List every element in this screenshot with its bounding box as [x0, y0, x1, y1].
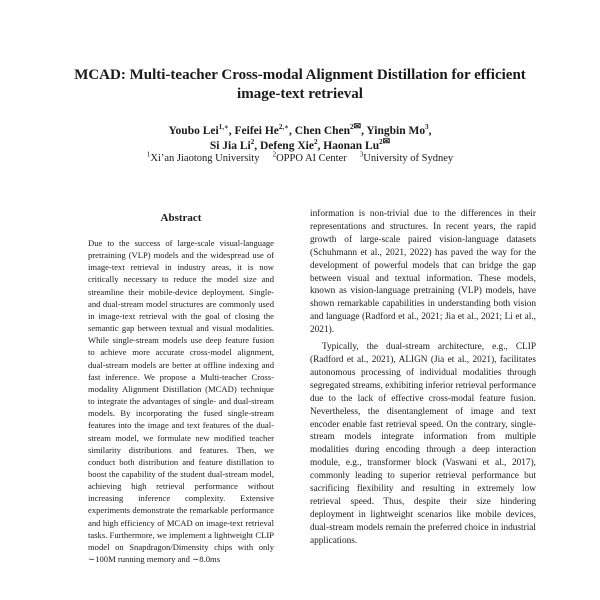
- abstract-paragraph: Due to the success of large-scale visual-language pretraining (VLP) models and the widespread use of image-text retrieval in industry areas, it is now critically necessary to reduce the model size and streamline their mobile-device deployment. Single- and dual-stream model structures are commonly used in image-text retrieval with the goal of closing the semantic gap between textual and visual modalities. While single-stream models use deep feature fusion to achieve more accurate cross-model alignment, dual-stream models are better at offline indexing and fast inference. We propose a Multi-teacher Cross-modality Alignment Distillation (MCAD) technique to integrate the advantages of single- and dual-stream models. By incorporating the fused single-stream features into the image and text features of the dual-stream model, we formulate new modified teacher similarity distributions and features. Then, we conduct both distribution and feature distillation to boost the capability of the student dual-stream model, achieving high retrieval performance without increasing inference complexity. Extensive experiments demonstrate the remarkable performance and high efficiency of MCAD on image-text retrieval tasks. Furthermore, we implement a lightweight CLIP model on Snapdragon/Dimensity chips with only ∼100M running memory and ∼8.0ms: [88, 238, 274, 565]
- author-name: Yingbin Mo: [366, 125, 426, 137]
- intro-paragraph-2: Typically, the dual-stream architecture, e.g., CLIP (Radford et al., 2021), ALIGN (Jia et al., 2021), facilitates autonomous processing of individual modalities through segregated streams, exhibiting inferior retrieval performance due to the lack of effective cross-modal feature fusion. Nevertheless, the disentanglement of image and text encoder enable fast retrieval speed. On the contrary, single-stream models integrate information from multiple modalities during encoding through a deep interaction module, e.g., transformer block (Vaswani et al., 2017), commonly leading to superior retrieval performance but sacrificing flexibility and resulting in extremely low retrieval speed. Thus, despite their size hindering deployment in lightweight scenarios like mobile devices, dual-stream models remain the preferred choice in industrial applications.: [310, 342, 536, 546]
- intro-paragraph-1: information is non-trivial due to the differences in their representations and structures. In recent years, the rapid growth of large-scale paired vision-language datasets (Schuhmann et al., 2021, 2022) has paved the way for the development of powerful models that can bridge the gap between visual and textual information. These models, known as vision-language pretraining (VLP) models, have shown remarkable capabilities in understanding both vision and language (Radford et al., 2021; Jia et al., 2021; Li et al., 2021).: [310, 209, 536, 336]
- author-name: Feifei He: [234, 125, 279, 137]
- author-name: Youbo Lei: [168, 125, 219, 137]
- author-mark: 2: [350, 123, 354, 132]
- author-list: [60, 121, 540, 154]
- affiliation-mark: 1: [146, 150, 151, 159]
- paper-title: [60, 66, 540, 104]
- affiliation-mark: 3: [359, 150, 364, 159]
- author-name: Chen Chen: [294, 125, 351, 137]
- author-mark: 2: [250, 138, 255, 147]
- author-name: Si Jia Li: [209, 140, 251, 152]
- author-line-1: Youbo Lei$^{1,∗}$, Feifei $He^{2,∗}$, Chen Chen$^{2✉}$, Yingbin Mo$^3$,: [168, 121, 432, 137]
- author-mark: 2: [313, 138, 318, 147]
- author-mark: 2,∗: [278, 123, 290, 132]
- affiliation-name: OPPO AI Center: [276, 153, 347, 164]
- author-name: Defeng Xie: [259, 140, 314, 152]
- title-line-1: MCAD: Multi-teacher Cross-modal Alignment Distillation for efficient: [74, 67, 526, 83]
- author-mark: 1,∗: [218, 123, 229, 132]
- abstract-column: [88, 237, 274, 600]
- envelope-icon: ✉: [382, 136, 391, 147]
- title-line-2: image-text retrieval: [237, 86, 363, 102]
- abstract-heading: Abstract: [160, 212, 202, 224]
- affiliation-name: Xi’an Jiaotong University: [150, 153, 260, 164]
- author-name: Haonan Lu: [323, 140, 380, 152]
- envelope-icon: ✉: [353, 121, 362, 132]
- author-mark: 2: [379, 138, 383, 147]
- affiliation-name: University of Sydney: [363, 153, 454, 164]
- introduction-column: [310, 208, 536, 600]
- affiliation-mark: 2: [272, 150, 277, 159]
- author-line-2: Si Jia Li$^2$, Defeng Xie$^2$, Haonan $Lu^{2✉}$: [209, 136, 391, 152]
- affiliations: [60, 152, 540, 165]
- author-mark: 3: [425, 123, 429, 132]
